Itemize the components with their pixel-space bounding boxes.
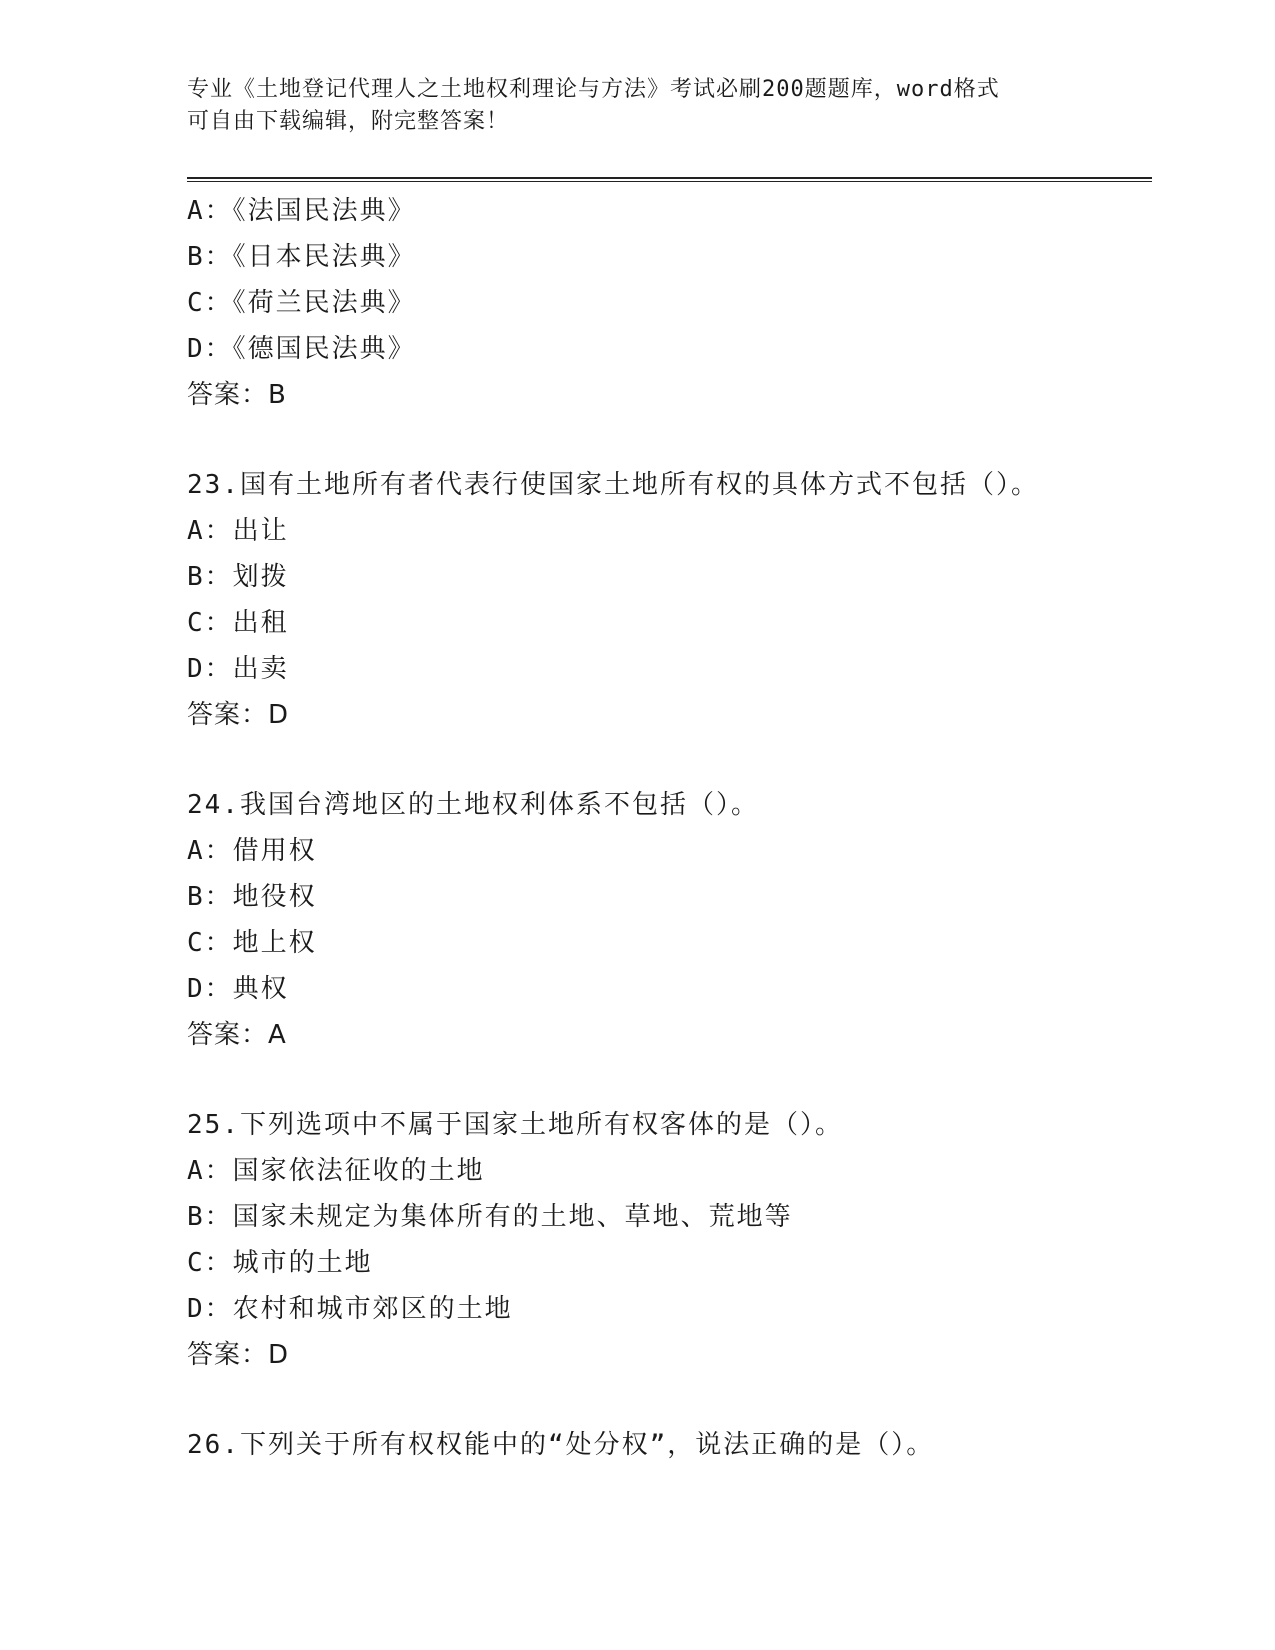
spacer <box>187 1378 1152 1422</box>
spacer <box>187 738 1152 782</box>
option-a: A：借用权 <box>187 836 317 866</box>
question-25-block <box>187 1102 1152 1378</box>
option-b: B：国家未规定为集体所有的土地、草地、荒地等 <box>187 1202 793 1232</box>
option-a: A：《法国民法典》 <box>187 196 416 226</box>
option-d: D：农村和城市郊区的土地 <box>187 1294 513 1324</box>
question-text: 23.国有土地所有者代表行使国家土地所有权的具体方式不包括（）。 <box>187 470 1039 500</box>
answer-line: 答案：D <box>187 1340 290 1370</box>
question-text: 25.下列选项中不属于国家土地所有权客体的是（）。 <box>187 1110 843 1140</box>
option-b: B：地役权 <box>187 882 317 912</box>
option-c: C：地上权 <box>187 928 317 958</box>
answer-line: 答案：D <box>187 700 290 730</box>
option-a: A：国家依法征收的土地 <box>187 1156 485 1186</box>
header-title-line-2: 可自由下载编辑，附完整答案！ <box>187 109 510 134</box>
option-b: B：《日本民法典》 <box>187 242 416 272</box>
spacer <box>187 418 1152 462</box>
spacer <box>187 1058 1152 1102</box>
answer-line: 答案：B <box>187 380 287 410</box>
question-22-block <box>187 188 1152 418</box>
answer-line: 答案：A <box>187 1020 287 1050</box>
option-c: C：《荷兰民法典》 <box>187 288 416 318</box>
question-23-block <box>187 462 1152 738</box>
option-a: A：出让 <box>187 516 289 546</box>
option-c: C：城市的土地 <box>187 1248 373 1278</box>
option-d: D：出卖 <box>187 654 289 684</box>
option-c: C：出租 <box>187 608 289 638</box>
question-text: 26.下列关于所有权权能中的“处分权”，说法正确的是（）。 <box>187 1430 935 1460</box>
option-b: B：划拨 <box>187 562 289 592</box>
question-list <box>187 188 1152 1468</box>
question-24-block <box>187 782 1152 1058</box>
option-d: D：《德国民法典》 <box>187 334 416 364</box>
question-text: 24.我国台湾地区的土地权利体系不包括（）。 <box>187 790 759 820</box>
header-title-line-1: 专业《土地登记代理人之土地权利理论与方法》考试必刷200题题库，word格式 <box>187 77 1000 102</box>
page-header <box>187 74 1087 138</box>
question-26-block <box>187 1422 1152 1468</box>
header-divider <box>187 177 1152 182</box>
option-d: D：典权 <box>187 974 289 1004</box>
